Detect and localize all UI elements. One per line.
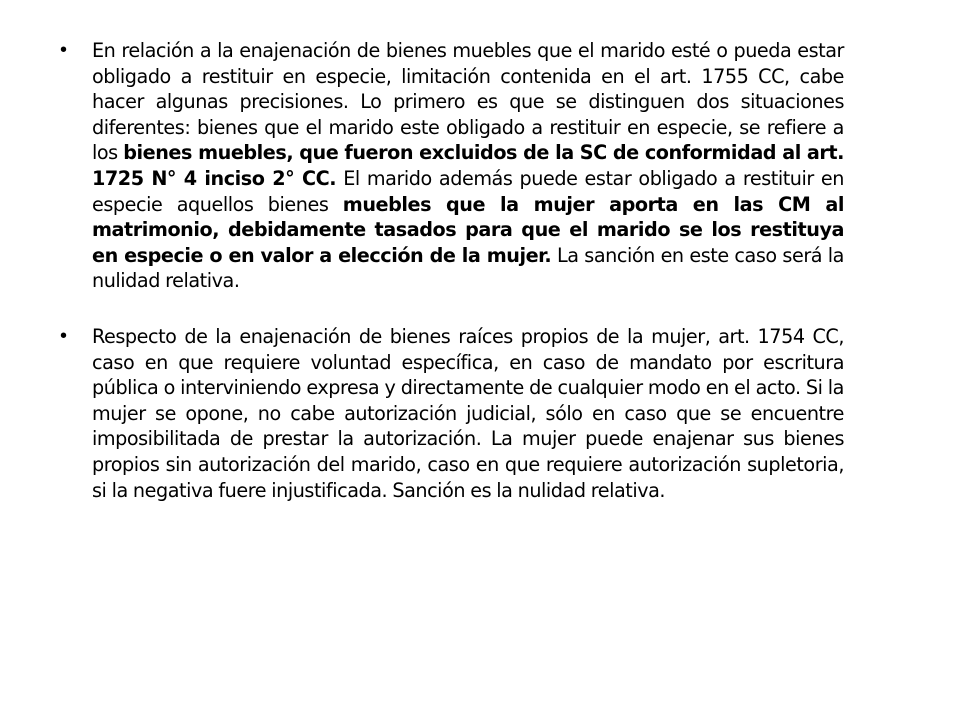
bullet-text-1 (92, 38, 844, 294)
bullet-icon: • (60, 324, 68, 347)
bullet-item-1 (60, 38, 844, 294)
text-segment: En relación a la enajenación de bienes muebles que el marido esté o pueda estar obligado a restituir en especie, limitación contenida en el art. 1755 CC, cabe hacer algunas precisiones. Lo primero es que se distinguen dos situaciones diferentes: bienes que el marido este obligado a restituir en especie, se refiere a los (92, 39, 844, 165)
bullet-text-2 (92, 324, 844, 503)
bullet-item-2 (60, 324, 844, 503)
bullet-list (60, 38, 844, 533)
bold-text-segment: muebles que la mujer aporta en las CM al matrimonio, debidamente tasados para que el marido se los restituya en especie o en valor a elección de la mujer. (92, 192, 844, 267)
text-segment: La sanción en este caso será la nulidad relativa. (92, 243, 844, 293)
text-segment: Respecto de la enajenación de bienes raíces propios de la mujer, art. 1754 CC, caso en que requiere voluntad específica, en caso de mandato por escritura pública o interviniendo expresa y directamente de cualquier modo en el acto. Si la mujer se opone, no cabe autorización judicial, sólo en caso que se encuentre imposibilitada de prestar la autorización. La mujer puede enajenar sus bienes propios sin autorización del marido, caso en que requiere autorización supletoria, si la negativa fuere injustificada. Sanción es la nulidad relativa. (92, 324, 844, 502)
bullet-icon: • (60, 39, 68, 61)
bold-text-segment: bienes muebles, que fueron excluidos de la SC de conformidad al art. 1725 N° 4 inciso 2° CC. (92, 141, 844, 190)
text-segment: El marido además puede estar obligado a restituir en especie aquellos bienes (92, 166, 844, 216)
